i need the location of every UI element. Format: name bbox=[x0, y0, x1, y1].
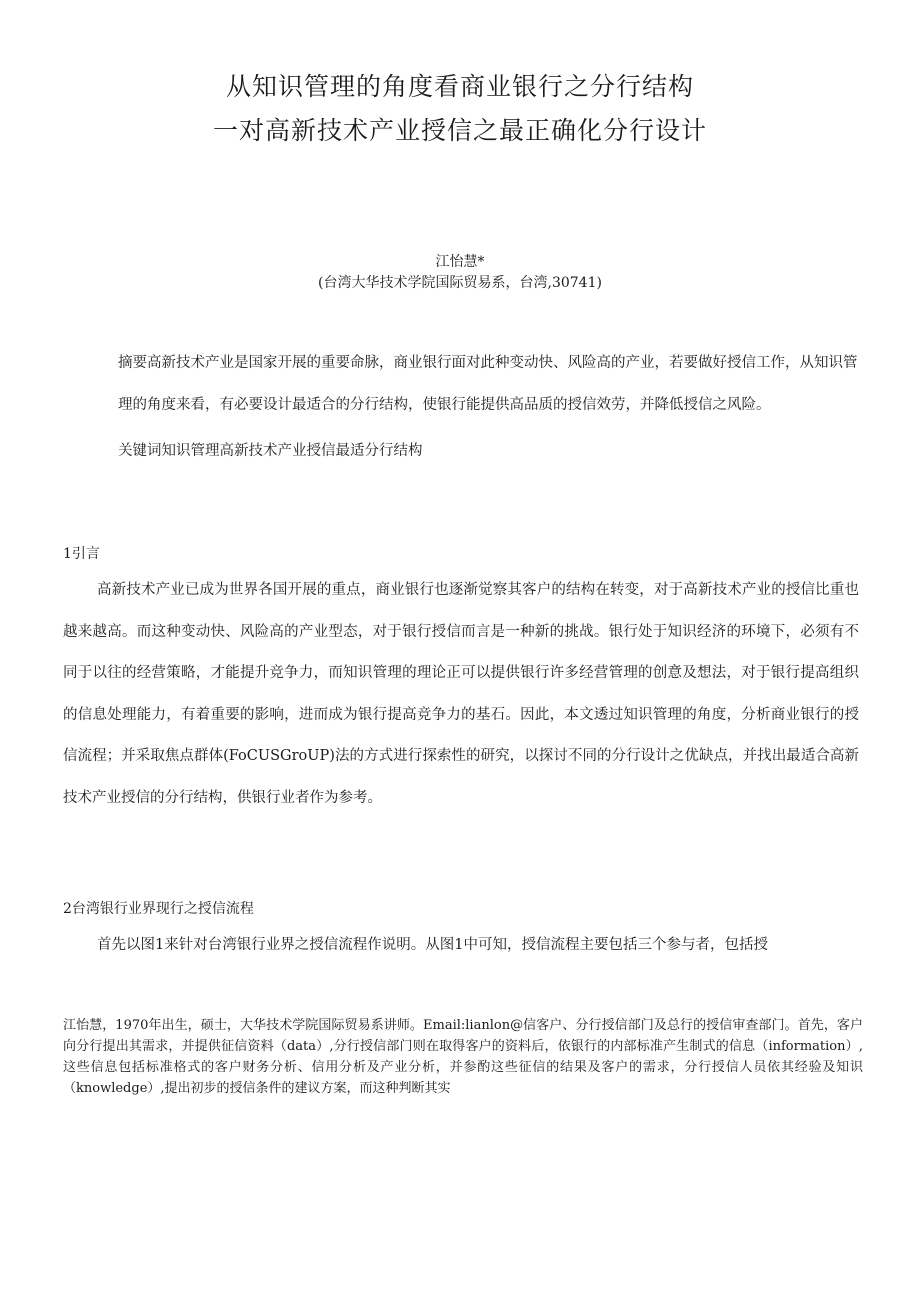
paper-subtitle: 一对高新技术产业授信之最正确化分行设计 bbox=[212, 116, 707, 145]
section-heading-introduction: 1引言 bbox=[63, 546, 100, 562]
section-body-introduction: 高新技术产业已成为世界各国开展的重点，商业银行也逐渐觉察其客户的结构在转变，对于高新技术产业的授信比重也越来越高。而这种变动快、风险高的产业型态，对于银行授信而言是一种新的挑战。银行处于知识经济的环境下，必须有不同于以往的经营策略，才能提升竞争力，而知识管理的理论正可以提供银行许多经营管理的创意及想法，对于银行提高组织的信息处理能力，有着重要的影响，进而成为银行提高竞争力的基石。因此，本文透过知识管理的角度，分析商业银行的授信流程；并采取焦点群体(FoCUSGroUP)法的方式进行探索性的研究，以探讨不同的分行设计之优缺点，并找出最适合高新技术产业授信的分行结构，供银行业者作为参考。 bbox=[63, 582, 859, 806]
keywords-text: 关键词知识管理高新技术产业授信最适分行结构 bbox=[118, 443, 423, 459]
paper-title: 从知识管理的角度看商业银行之分行结构 bbox=[225, 72, 694, 101]
section-body-credit-process: 首先以图1来针对台湾银行业界之授信流程作说明。从图1中可知，授信流程主要包括三个参与者，包括授 bbox=[97, 937, 768, 953]
section-heading-credit-process: 2台湾银行业界现行之授信流程 bbox=[63, 901, 254, 917]
abstract-text: 摘要高新技术产业是国家开展的重要命脉，商业银行面对此种变动快、风险高的产业，若要做好授信工作，从知识管理的角度来看，有必要设计最适合的分行结构，使银行能提供高品质的授信效劳，并降低授信之风险。 bbox=[118, 355, 858, 413]
author-affiliation: (台湾大华技术学院国际贸易系，台湾,30741) bbox=[318, 275, 602, 291]
author-name: 江怡慧* bbox=[435, 254, 485, 270]
footnote-text: 江怡慧，1970年出生，硕士，大华技术学院国际贸易系讲师。Email:lianlon@信客户、分行授信部门及总行的授信审查部门。首先，客户向分行提出其需求，并提供征信资料（data）,分行授信部门则在取得客户的资料后，依银行的内部标准产生制式的信息（information）,这些信息包括标准格式的客户财务分析、信用分析及产业分析，并参酌这些征信的结果及客户的需求，分行授信人员依其经验及知识（knowledge）,提出初步的授信条件的建议方案，而这种判断其实 bbox=[63, 1018, 863, 1096]
